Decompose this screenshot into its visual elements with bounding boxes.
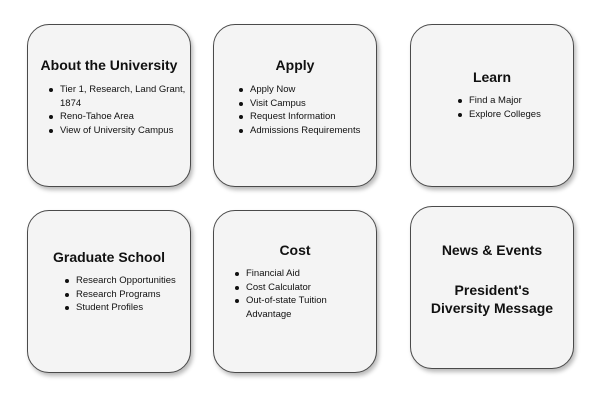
list-item — [232, 294, 368, 321]
link-out-of-state-tuition[interactable]: Out-of-state Tuition Advantage — [246, 295, 327, 320]
list-item — [46, 110, 186, 124]
list-item — [232, 281, 368, 295]
card-title-learn[interactable]: Learn — [472, 69, 512, 85]
link-explore-colleges[interactable]: Explore Colleges — [469, 108, 541, 120]
list-item — [455, 108, 570, 122]
link-financial-aid[interactable]: Financial Aid — [246, 268, 300, 279]
list-item — [455, 94, 570, 108]
list-item — [236, 83, 374, 97]
card-graduate-school — [27, 210, 191, 373]
card-about-university — [27, 24, 191, 187]
card-title-cost[interactable]: Cost — [279, 242, 311, 258]
card-learn — [410, 24, 574, 187]
link-reno-tahoe-area[interactable]: Reno-Tahoe Area — [60, 111, 134, 122]
list-item — [236, 97, 374, 111]
learn-link-list — [455, 94, 570, 121]
card-title-graduate-school[interactable]: Graduate School — [52, 249, 166, 265]
list-item — [46, 83, 186, 110]
link-find-a-major[interactable]: Find a Major — [469, 95, 522, 106]
link-admissions-requirements[interactable]: Admissions Requirements — [250, 124, 361, 136]
link-research-programs[interactable]: Research Programs — [76, 288, 161, 300]
list-item — [236, 110, 374, 124]
link-tier1-research[interactable]: Tier 1, Research, Land Grant, 1874 — [60, 84, 186, 109]
list-item — [62, 288, 187, 302]
card-cost — [213, 210, 377, 373]
list-item — [62, 301, 187, 315]
about-university-link-list — [46, 83, 186, 137]
link-view-campus[interactable]: View of University Campus — [60, 124, 174, 136]
card-news-events — [410, 206, 574, 369]
link-apply-now[interactable]: Apply Now — [250, 84, 296, 95]
card-title-news-events[interactable]: News & Events — [441, 242, 543, 258]
diversity-title-line1: President's — [454, 282, 530, 298]
card-apply — [213, 24, 377, 187]
link-visit-campus[interactable]: Visit Campus — [250, 97, 306, 109]
apply-link-list — [236, 83, 374, 137]
graduate-school-link-list — [62, 274, 187, 315]
list-item — [46, 124, 186, 138]
list-item — [232, 267, 368, 281]
diversity-title-line2: Diversity Message — [430, 300, 554, 316]
card-title-about-university[interactable]: About the University — [40, 57, 178, 73]
link-research-opportunities[interactable]: Research Opportunities — [76, 275, 176, 286]
link-request-information[interactable]: Request Information — [250, 111, 336, 122]
card-title-apply[interactable]: Apply — [275, 57, 315, 73]
link-presidents-diversity-message[interactable] — [411, 281, 573, 317]
link-cost-calculator[interactable]: Cost Calculator — [246, 281, 311, 293]
list-item — [62, 274, 187, 288]
list-item — [236, 124, 374, 138]
link-student-profiles[interactable]: Student Profiles — [76, 302, 144, 313]
cost-link-list — [232, 267, 368, 321]
